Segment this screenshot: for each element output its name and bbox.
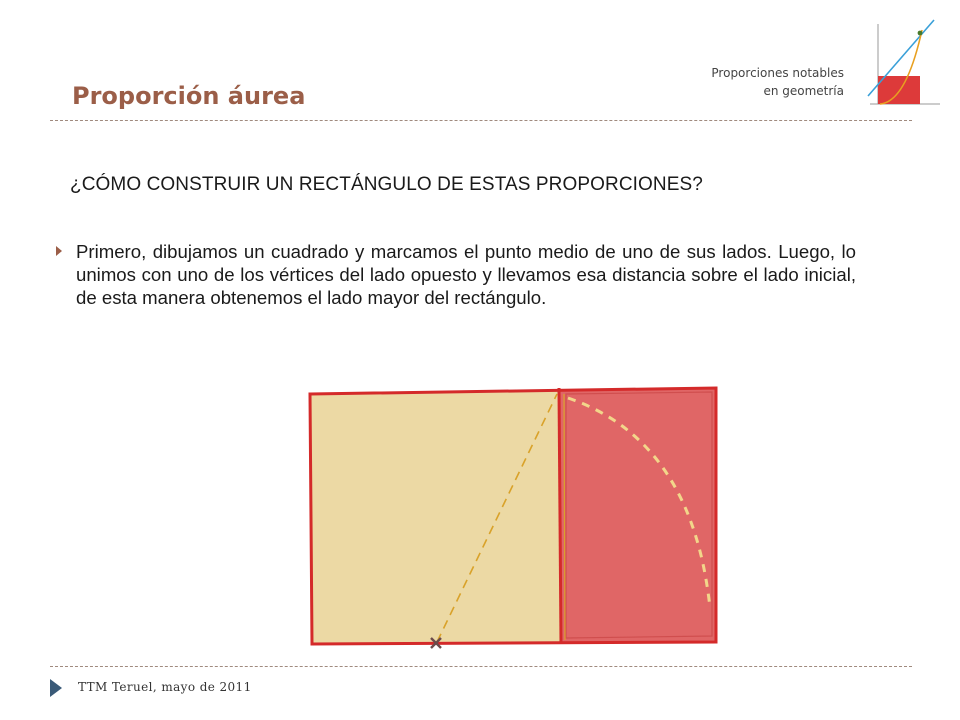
footer-divider: [50, 666, 912, 667]
topic-line-2: en geometría: [763, 84, 844, 98]
footer-text: TTM Teruel, mayo de 2011: [78, 680, 252, 694]
header-divider: [50, 120, 912, 121]
square-right-side: [559, 388, 561, 644]
footer-triangle-icon: [48, 677, 64, 699]
square-region: [310, 390, 562, 644]
slide-title: Proporción áurea: [72, 82, 306, 110]
topic-line-1: Proporciones notables: [711, 66, 844, 80]
golden-rectangle-construction-diagram: [300, 380, 724, 652]
extension-region: [560, 388, 716, 642]
bullet-text: Primero, dibujamos un cuadrado y marcamos el punto medio de uno de sus lados. Luego, lo unimos con uno de los vértices del lado opuesto y llevamos esa distancia sobre el lado inicial, de esta manera obtenemos el lado mayor del rectángulo.: [76, 241, 856, 308]
triangle-bullet-icon: [52, 244, 76, 258]
bullet-item: [52, 240, 856, 309]
topic-tag: [711, 64, 844, 100]
section-subheading: ¿CÓMO CONSTRUIR UN RECTÁNGULO DE ESTAS PROPORCIONES?: [70, 174, 703, 195]
golden-rectangle-graph-icon: [866, 16, 942, 112]
